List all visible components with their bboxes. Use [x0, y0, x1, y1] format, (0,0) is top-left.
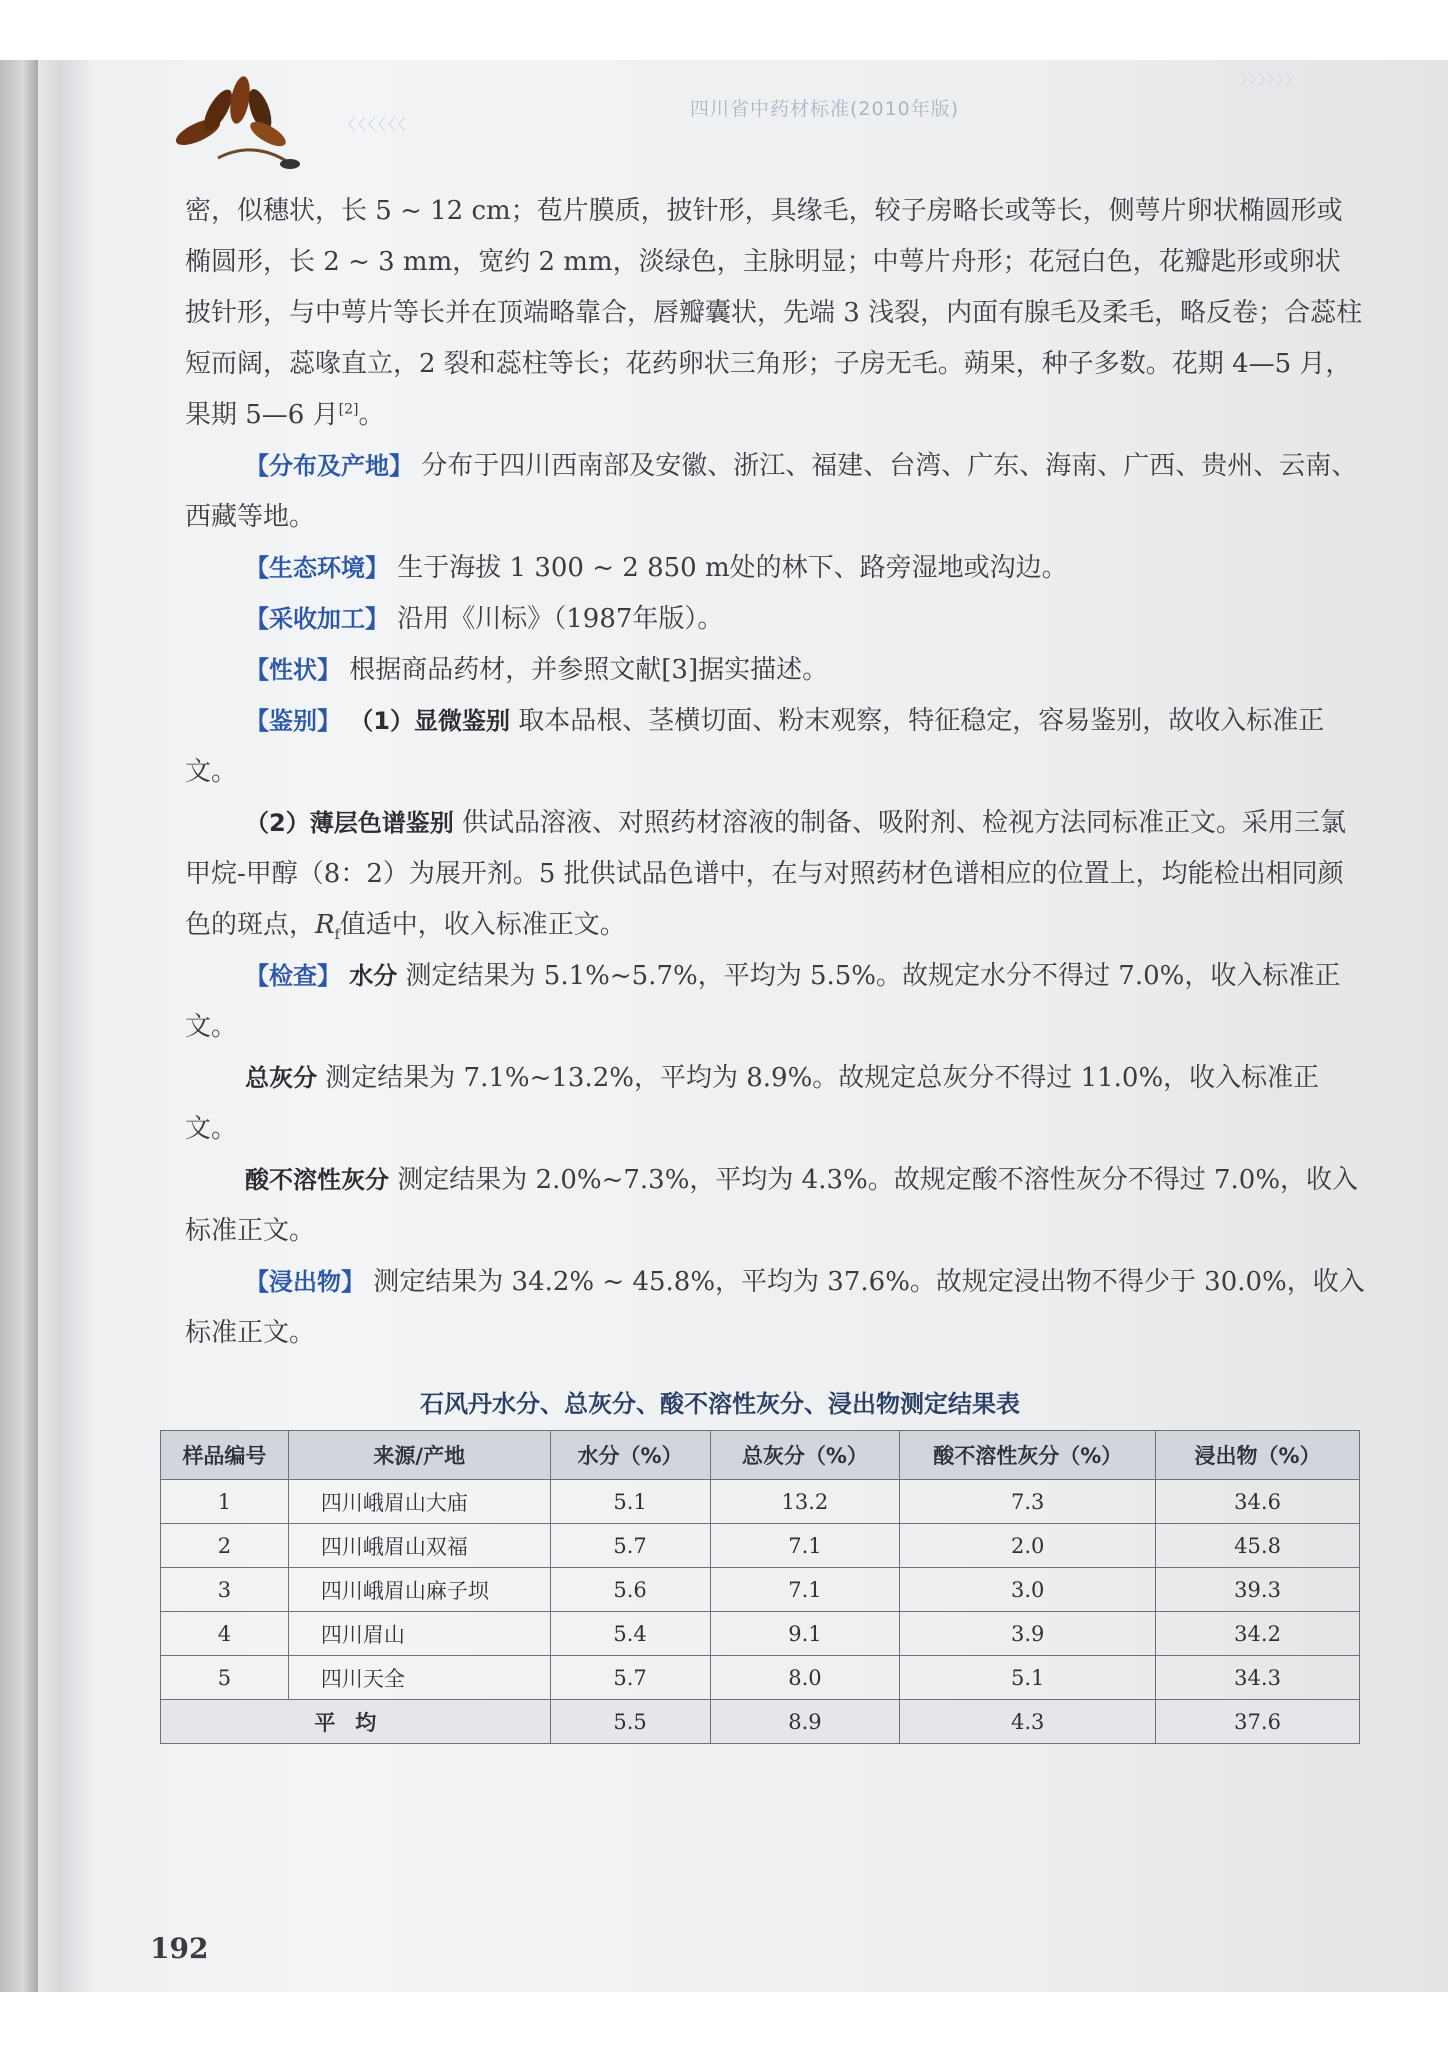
- header-decoration-left: 〈〈〈〈〈〈: [340, 115, 409, 134]
- book-gutter: [0, 60, 38, 1992]
- table-header-row: [161, 1431, 1360, 1480]
- cell-acid-ash: 7.3: [900, 1480, 1156, 1524]
- avg-extract: 37.6: [1156, 1700, 1360, 1744]
- body-text: [185, 186, 1365, 1359]
- distribution-paragraph: 【分布及产地】 分布于四川西南部及安徽、浙江、福建、台湾、广东、海南、广西、贵州、云南、西藏等地。: [185, 451, 1358, 532]
- avg-total-ash: 8.9: [710, 1700, 900, 1744]
- cell-total-ash: 13.2: [710, 1480, 900, 1524]
- cell-source: 四川峨眉山大庙: [288, 1480, 550, 1524]
- section-label-extract: 【浸出物】: [245, 1268, 365, 1296]
- table-row: [161, 1480, 1360, 1524]
- cell-water: 5.7: [550, 1656, 710, 1700]
- identification-paragraph: 【鉴别】 （1）显微鉴别 取本品根、茎横切面、粉末观察，特征稳定，容易鉴别，故收入标准正文。: [185, 706, 1325, 787]
- cell-acid-ash: 5.1: [900, 1656, 1156, 1700]
- section-label-identification: 【鉴别】: [245, 707, 341, 735]
- extract-paragraph: 【浸出物】 测定结果为 34.2% ~ 45.8%，平均为 37.6%。故规定浸出物不得少于 30.0%，收入标准正文。: [185, 1267, 1365, 1348]
- header-source: 来源/产地: [288, 1431, 550, 1480]
- cell-total-ash: 8.0: [710, 1656, 900, 1700]
- section-label-distribution: 【分布及产地】: [245, 452, 413, 480]
- cell-sample-no: 5: [161, 1656, 289, 1700]
- page-margin-bottom: [0, 1992, 1448, 2048]
- cell-source: 四川眉山: [288, 1612, 550, 1656]
- cell-extract: 34.3: [1156, 1656, 1360, 1700]
- table-row: [161, 1568, 1360, 1612]
- cell-sample-no: 3: [161, 1568, 289, 1612]
- cell-sample-no: 4: [161, 1612, 289, 1656]
- avg-water: 5.5: [550, 1700, 710, 1744]
- table-row: [161, 1612, 1360, 1656]
- cell-total-ash: 7.1: [710, 1524, 900, 1568]
- cell-water: 5.1: [550, 1480, 710, 1524]
- section-label-ecology: 【生态环境】: [245, 554, 389, 582]
- check-water-paragraph: 【检查】 水分 测定结果为 5.1%~5.7%，平均为 5.5%。故规定水分不得过 7.0%，收入标准正文。: [185, 961, 1341, 1042]
- cell-source: 四川峨眉山麻子坝: [288, 1568, 550, 1612]
- cell-source: 四川峨眉山双福: [288, 1524, 550, 1568]
- cell-total-ash: 7.1: [710, 1568, 900, 1612]
- cell-water: 5.7: [550, 1524, 710, 1568]
- cell-source: 四川天全: [288, 1656, 550, 1700]
- ecology-paragraph: 【生态环境】 生于海拔 1 300 ~ 2 850 m处的林下、路旁湿地或沟边。: [245, 553, 1068, 583]
- section-label-processing: 【采收加工】: [245, 605, 389, 633]
- processing-paragraph: 【采收加工】 沿用《川标》（1987年版）。: [245, 604, 724, 634]
- cell-sample-no: 2: [161, 1524, 289, 1568]
- header-total-ash: 总灰分（%）: [710, 1431, 900, 1480]
- cell-total-ash: 9.1: [710, 1612, 900, 1656]
- cell-extract: 45.8: [1156, 1524, 1360, 1568]
- cell-water: 5.6: [550, 1568, 710, 1612]
- description-paragraph: 密，似穗状，长 5 ~ 12 cm；苞片膜质，披针形，具缘毛，较子房略长或等长，侧萼片卵状椭圆形或椭圆形，长 2 ~ 3 mm，宽约 2 mm，淡绿色，主脉明显；中萼片舟形；花冠白色，花瓣匙形或卵状披针形，与中萼片等长并在顶端略靠合，唇瓣囊状，先端 3 浅裂，内面有腺毛及柔毛，略反卷；合蕊柱短而阔，蕊喙直立，2 裂和蕊柱等长；花药卵状三角形；子房无毛。蒴果，种子多数。花期 4—5 月，果期 5—6 月[2]。: [185, 196, 1363, 430]
- header-acid-ash: 酸不溶性灰分（%）: [900, 1431, 1156, 1480]
- acid-ash-paragraph: 酸不溶性灰分 测定结果为 2.0%~7.3%，平均为 4.3%。故规定酸不溶性灰分不得过 7.0%，收入标准正文。: [185, 1165, 1359, 1246]
- avg-acid-ash: 4.3: [900, 1700, 1156, 1744]
- section-label-character: 【性状】: [245, 656, 341, 684]
- tlc-paragraph: （2）薄层色谱鉴别 供试品溶液、对照药材溶液的制备、吸附剂、检视方法同标准正文。采用三氯甲烷-甲醇（8：2）为展开剂。5 批供试品色谱中，在与对照药材色谱相应的位置上，均能检出相同颜色的斑点，$R_f$值适中，收入标准正文。: [185, 808, 1346, 944]
- results-table: [160, 1430, 1360, 1744]
- page-number: 192: [150, 1932, 209, 1965]
- table-row: [161, 1656, 1360, 1700]
- cell-extract: 39.3: [1156, 1568, 1360, 1612]
- cell-water: 5.4: [550, 1612, 710, 1656]
- header-decoration-right: 〉〉〉〉〉〉: [1240, 73, 1301, 89]
- table-average-row: [161, 1700, 1360, 1744]
- cell-acid-ash: 3.0: [900, 1568, 1156, 1612]
- cell-extract: 34.2: [1156, 1612, 1360, 1656]
- header-sample-no: 样品编号: [161, 1431, 289, 1480]
- character-paragraph: 【性状】 根据商品药材，并参照文献[3]据实描述。: [245, 655, 829, 685]
- cell-extract: 34.6: [1156, 1480, 1360, 1524]
- cell-sample-no: 1: [161, 1480, 289, 1524]
- total-ash-paragraph: 总灰分 测定结果为 7.1%~13.2%，平均为 8.9%。故规定总灰分不得过 11.0%，收入标准正文。: [185, 1063, 1320, 1144]
- table-row: [161, 1524, 1360, 1568]
- cell-acid-ash: 3.9: [900, 1612, 1156, 1656]
- leaf-sprig-icon: [168, 70, 338, 180]
- section-label-check: 【检查】: [245, 962, 341, 990]
- average-label: 平均: [161, 1700, 551, 1744]
- header-water: 水分（%）: [550, 1431, 710, 1480]
- cell-acid-ash: 2.0: [900, 1524, 1156, 1568]
- running-header-title: 四川省中药材标准(2010年版): [690, 98, 960, 120]
- table-title: 石风丹水分、总灰分、酸不溶性灰分、浸出物测定结果表: [420, 1389, 1020, 1418]
- header-extract: 浸出物（%）: [1156, 1431, 1360, 1480]
